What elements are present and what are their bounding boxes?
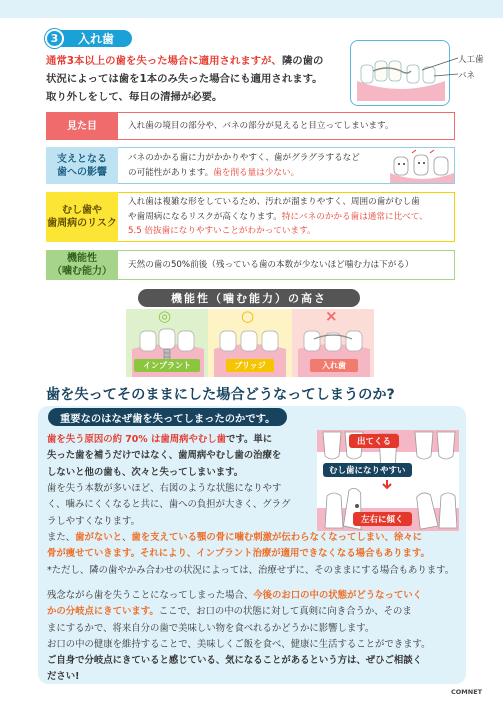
label-bridge: ブリッジ [226,359,274,372]
tag-function [46,250,118,280]
desc-function [118,250,455,280]
mark-denture: × [325,307,338,325]
tag-risk-line2: 歯周病のリスク [47,218,117,229]
desc-risk-line2: や歯周病になるリスクが高くなります。 [128,211,282,222]
para4-l3: まにするかで、将来自分の歯で美味しい物を食べれるかどうかに影響します。 [47,622,375,634]
para1-l3: しないと他の歯も、次々と失ってしまいます。 [47,466,244,478]
tag-risk-line1: むし歯や [62,205,102,216]
para1-l2: 失った歯を補うだけではなく、歯周病やむし歯の治療を [47,450,282,462]
paragraph-cause [47,432,315,481]
intro-line3: 取り外しをして、毎日の清掃が必要。 [46,91,223,103]
tag-appearance: 見た目 [46,112,118,140]
label-artificial-tooth: 人工歯 [458,55,484,65]
label-implant: インプラント [134,359,200,372]
loose-teeth-illustration [390,149,454,183]
para3-l1b: 歯がないと [75,532,123,543]
para3-l3: *ただし、隣の歯やかみ合わせの状況によっては、治療せずに、そのままにする場合もあります。 [47,564,455,576]
tag-support-line2: 歯への影響 [57,166,107,178]
para1-l1-rest: です。単に [225,434,273,445]
row-appearance [46,112,455,140]
tag-function-line1: 機能性 [67,253,97,264]
para4-l4: お口の中の健康を維持することで、美味しくご飯を食べ、健康に生活することができます。 [47,638,431,650]
para2-l1: 歯を失う本数が多いほど、右図のような状態になりやす [47,483,282,494]
desc-appearance-text: 入れ歯の境目の部分や、バネの部分が見えると目立ってしまいます。 [128,120,394,131]
desc-risk-line3: 5.5 倍抜歯になりやすいことがわかっています。 [128,226,316,237]
row-function [46,250,455,280]
tag-risk [46,192,118,242]
desc-support-line1: バネのかかる歯に力がかかりやすく、歯がグラグラするなど [128,153,360,163]
tag-function-line2: （噛む能力） [52,266,112,277]
tilting-teeth-illustration [317,430,459,531]
section-heading: 歯を失ってそのままにした場合どうなってしまうのか? [46,387,395,403]
para4-l5: ご自身で分岐点にきていると感じている、気になることがあるという方は、ぜひご相談く [47,655,423,667]
section-title [45,29,132,47]
top-stripe [0,0,503,18]
paragraph-advice [47,588,467,686]
section-number: 3 [45,29,64,48]
para4-l2b: かの分岐点にきています。 [47,606,159,618]
intro-line1-rest: 隣の歯の [281,55,324,67]
desc-support-line2: の可能性があります。 [128,167,214,178]
para4-l1b: 今後のお口の中の状態がどうなっていく [253,590,423,601]
paragraph-bone [47,530,467,579]
para1-red: 歯を失う原因の約 70% は歯周病やむし歯 [47,434,226,445]
tag-support-line1: 支えとなる [57,153,107,165]
para2-l2: く、噛みにくくなると共に、歯への負担が大きく、グラグ [47,499,291,511]
section-label: 入れ歯 [56,30,132,47]
intro-text [46,52,346,106]
desc-risk [118,192,455,242]
para3-l2: 骨が痩せていきます。それにより、インプラント治療が適用できなくなる場合もあります。 [47,548,430,560]
important-pill: 重要なのはなぜ歯を失ってしまったのかです。 [48,408,287,426]
label-cavity: むし歯になりやすい [323,463,412,477]
desc-risk-line1: 入れ歯は複雑な形をしているため、汚れが溜まりやすく、周囲の歯がむし歯 [128,197,420,208]
para3-l1d: 歯を支えている顎の骨に噛む刺激が伝わらなくなってしまい、徐々に [131,532,423,543]
para4-l2c: ここで、お口の中の状態に対して真剣に向き合うか、そのま [158,606,412,618]
desc-function-text: 天然の歯の50%前後（残っている歯の本数が少ないほど噛む力は下がる） [128,259,414,270]
callout-lines [420,50,460,80]
desc-risk-line2-red: 特にバネのかかる歯は通常に比べて、 [281,211,428,222]
label-spring: バネ [458,71,476,81]
label-denture: 入れ歯 [310,359,358,372]
para3-l1a: また、 [47,532,76,543]
desc-support-line2-red: 歯を削る量は少ない。 [213,167,300,178]
row-risk [46,192,455,242]
comparison-header: 機能性（噛む能力）の高さ [138,289,360,307]
label-extrude: 出てくる [349,434,399,448]
intro-line2: 状況によっては歯を1本のみ失った場合にも適用されます。 [46,73,323,85]
tag-support [46,147,118,184]
para2-l3: ラしやすくなります。 [47,515,140,527]
footer-brand: COMNET [451,688,483,696]
para3-l1c: 、 [122,532,132,543]
intro-line1-red: 通常3本以上の歯を失った場合に適用されますが、 [46,55,282,67]
comparison-panel [126,309,374,377]
mark-bridge: ○ [241,307,255,325]
label-tilt: 左右に傾く [353,512,412,526]
paragraph-effect [47,481,315,530]
mark-implant: ◎ [158,307,172,325]
para4-l6: ださい! [47,671,80,683]
desc-appearance [118,112,455,140]
para4-l1a: 残念ながら歯を失うことになってしまった場合、 [47,590,254,601]
